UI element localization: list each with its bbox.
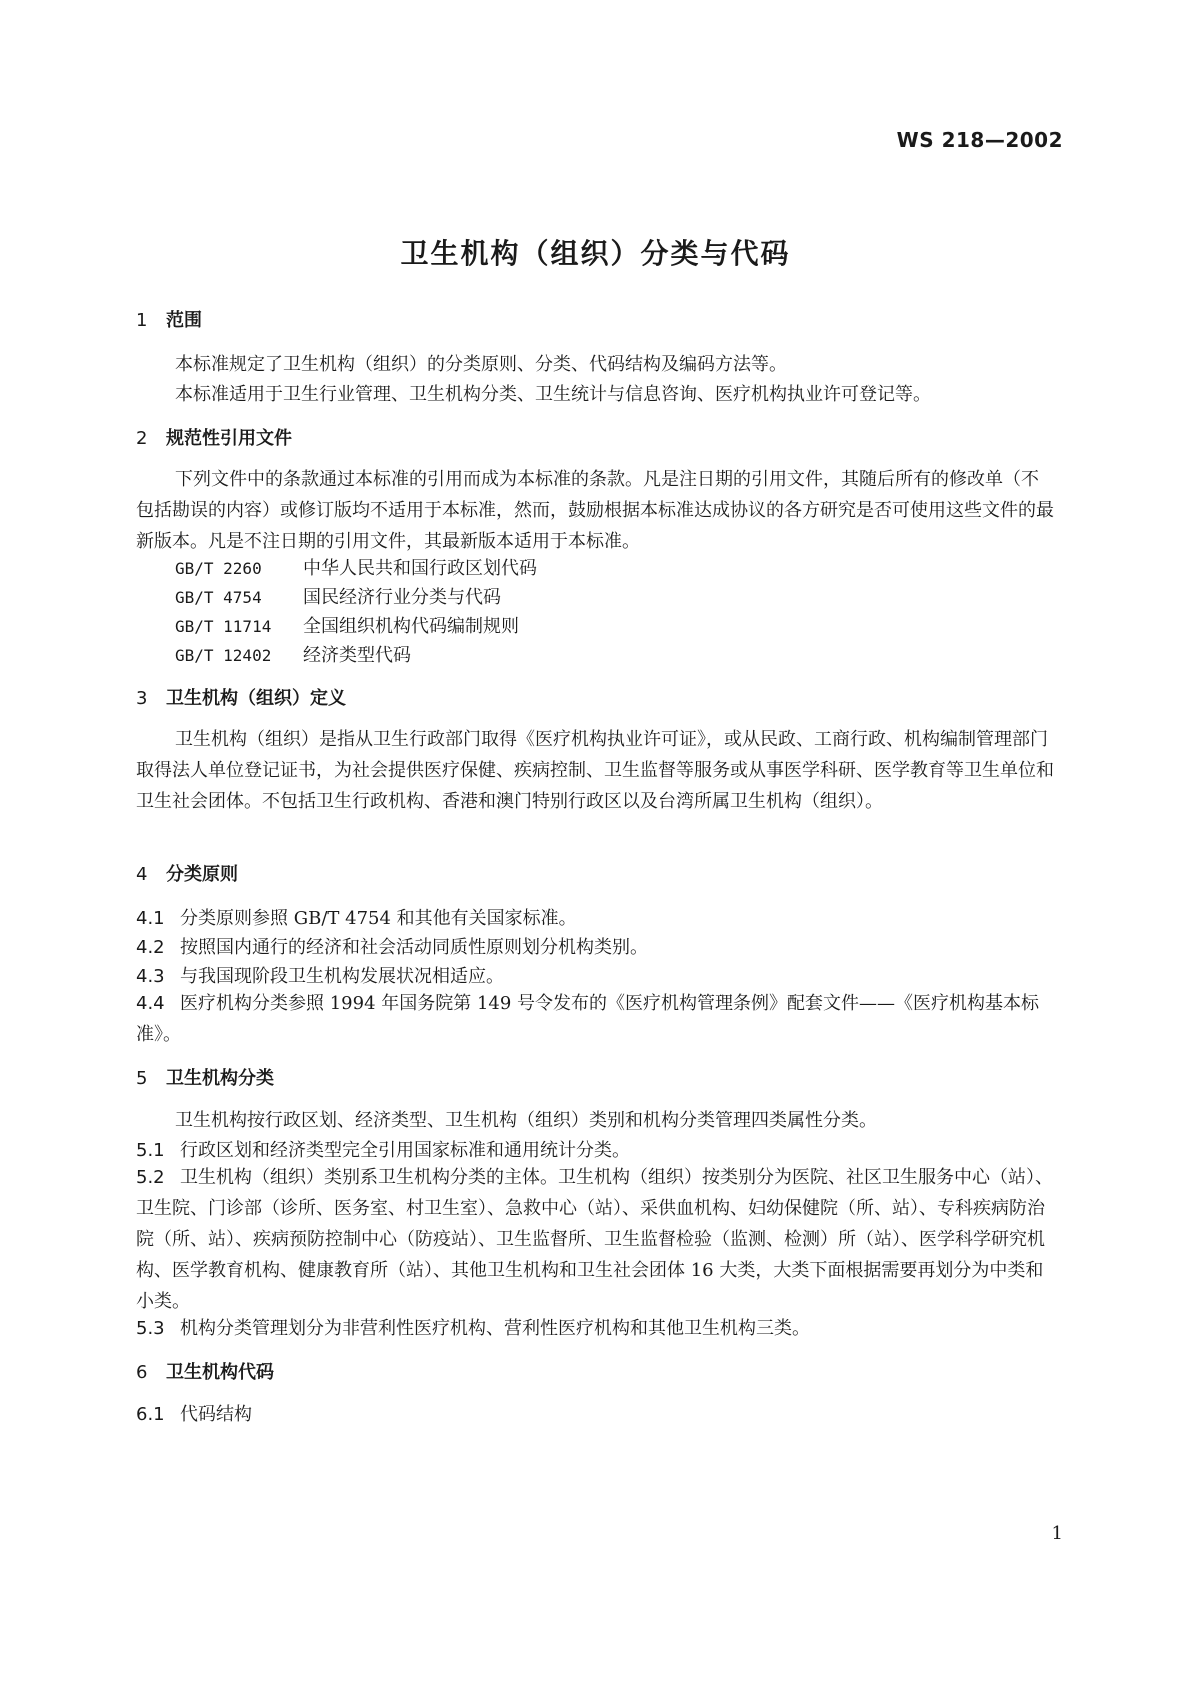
- clause-text: 机构分类管理划分为非营利性医疗机构、营利性医疗机构和其他卫生机构三类。: [180, 1318, 810, 1339]
- clause-number: 6.1: [136, 1404, 165, 1425]
- page-number: 1: [1051, 1523, 1063, 1544]
- section-title: 规范性引用文件: [166, 428, 292, 449]
- section-2-heading: [136, 424, 292, 450]
- clause-number: 4.4: [136, 993, 165, 1014]
- clause: [136, 1400, 252, 1426]
- clause: [136, 1314, 810, 1340]
- clause: [136, 1136, 630, 1162]
- section-3-heading: [136, 684, 346, 710]
- section-number: 5: [136, 1068, 148, 1089]
- reference-name: 国民经济行业分类与代码: [303, 587, 501, 608]
- clause: [136, 933, 648, 959]
- section-title: 分类原则: [166, 864, 238, 885]
- section-number: 2: [136, 428, 148, 449]
- clause-number: 5.1: [136, 1140, 165, 1161]
- section-4-heading: [136, 860, 238, 886]
- reference-item: [175, 612, 519, 638]
- clause: [136, 904, 577, 930]
- clause-text: 行政区划和经济类型完全引用国家标准和通用统计分类。: [180, 1140, 630, 1161]
- clause-number: 4.2: [136, 937, 165, 958]
- reference-code: GB/T 12402: [175, 646, 272, 665]
- section-title: 范围: [166, 310, 202, 331]
- clause-number: 4.1: [136, 908, 165, 929]
- clause-number: 5.3: [136, 1318, 165, 1339]
- paragraph: 本标准适用于卫生行业管理、卫生机构分类、卫生统计与信息咨询、医疗机构执业许可登记等。: [175, 384, 931, 405]
- reference-item: [175, 554, 537, 580]
- reference-item: [175, 583, 501, 609]
- paragraph: 卫生机构按行政区划、经济类型、卫生机构（组织）类别和机构分类管理四类属性分类。: [175, 1110, 877, 1131]
- clause-text: 分类原则参照 GB/T 4754 和其他有关国家标准。: [180, 908, 577, 929]
- paragraph: 下列文件中的条款通过本标准的引用而成为本标准的条款。凡是注日期的引用文件，其随后所有的修改单（不包括勘误的内容）或修订版均不适用于本标准，然而，鼓励根据本标准达成协议的各方研究是否可使用这些文件的最新版本。凡是不注日期的引用文件，其最新版本适用于本标准。: [136, 469, 1054, 552]
- section-title: 卫生机构分类: [166, 1068, 274, 1089]
- paragraph: 卫生机构（组织）是指从卫生行政部门取得《医疗机构执业许可证》，或从民政、工商行政、机构编制管理部门取得法人单位登记证书，为社会提供医疗保健、疾病控制、卫生监督等服务或从事医学科研、医学教育等卫生单位和卫生社会团体。不包括卫生行政机构、香港和澳门特别行政区以及台湾所属卫生机构（组织）。: [136, 729, 1054, 812]
- clause-number: 5.2: [136, 1167, 165, 1188]
- reference-name: 全国组织机构代码编制规则: [303, 616, 519, 637]
- clause-text: 卫生机构（组织）类别系卫生机构分类的主体。卫生机构（组织）按类别分为医院、社区卫生服务中心（站）、卫生院、门诊部（诊所、医务室、村卫生室）、急救中心（站）、采供血机构、妇幼保健院（所、站）、专科疾病防治院（所、站）、疾病预防控制中心（防疫站）、卫生监督所、卫生监督检验（监测、检测）所（站）、医学科学研究机构、医学教育机构、健康教育所（站）、其他卫生机构和卫生社会团体 16 大类，大类下面根据需要再划分为中类和小类。: [136, 1167, 1053, 1312]
- standard-code: WS 218—2002: [896, 128, 1063, 152]
- section-number: 3: [136, 688, 148, 709]
- reference-code: GB/T 2260: [175, 559, 262, 578]
- clause: [136, 988, 1056, 1050]
- clause: [136, 1162, 1056, 1317]
- section-number: 6: [136, 1362, 148, 1383]
- reference-code: GB/T 11714: [175, 617, 272, 636]
- reference-name: 中华人民共和国行政区划代码: [303, 558, 537, 579]
- reference-item: [175, 641, 411, 667]
- section-number: 1: [136, 310, 148, 331]
- clause-text: 与我国现阶段卫生机构发展状况相适应。: [180, 966, 504, 987]
- reference-name: 经济类型代码: [303, 645, 411, 666]
- clause-text: 代码结构: [180, 1404, 252, 1425]
- clause: [136, 962, 504, 988]
- section-1-heading: [136, 306, 202, 332]
- clause-text: 按照国内通行的经济和社会活动同质性原则划分机构类别。: [180, 937, 648, 958]
- clause-number: 4.3: [136, 966, 165, 987]
- section-title: 卫生机构（组织）定义: [166, 688, 346, 709]
- section-number: 4: [136, 864, 148, 885]
- section-6-heading: [136, 1358, 274, 1384]
- section-title: 卫生机构代码: [166, 1362, 274, 1383]
- reference-code: GB/T 4754: [175, 588, 262, 607]
- clause-text: 医疗机构分类参照 1994 年国务院第 149 号令发布的《医疗机构管理条例》配套文件——《医疗机构基本标准》。: [136, 993, 1040, 1045]
- paragraph: 本标准规定了卫生机构（组织）的分类原则、分类、代码结构及编码方法等。: [175, 354, 787, 375]
- document-title: 卫生机构（组织）分类与代码: [400, 237, 791, 270]
- section-5-heading: [136, 1064, 274, 1090]
